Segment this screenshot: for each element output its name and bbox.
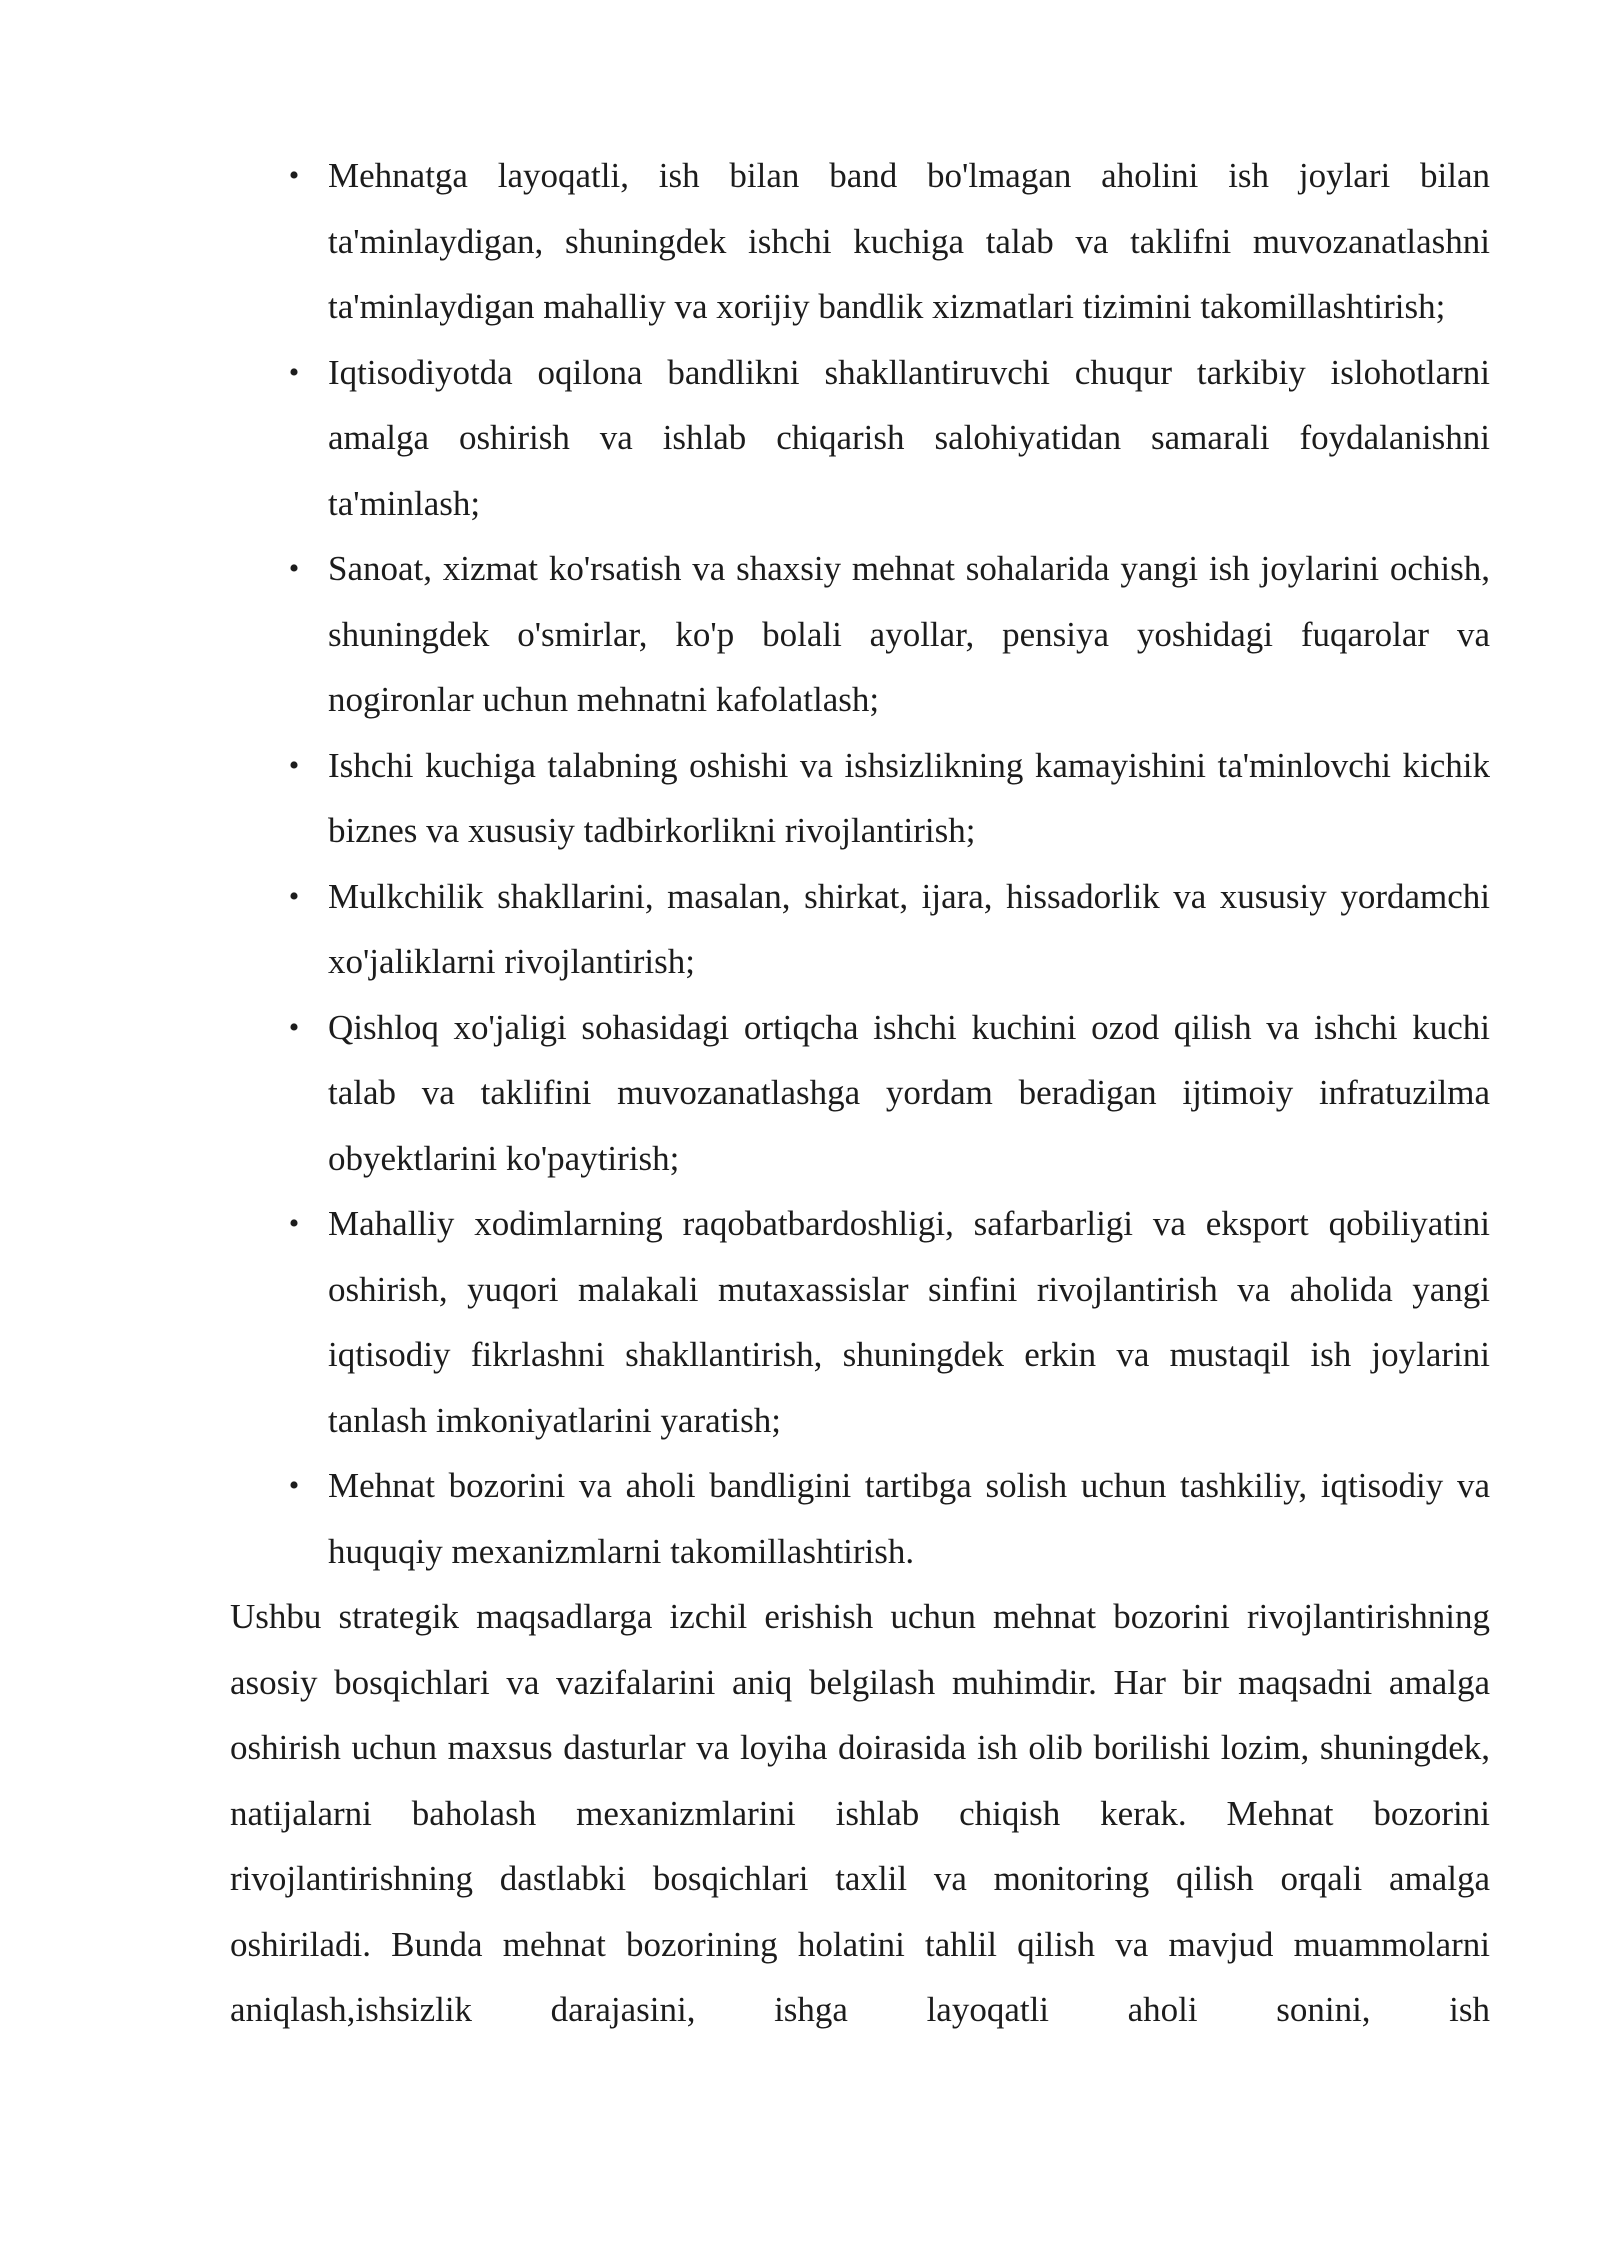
list-item-text: Sanoat, xizmat ko'rsatish va shaxsiy mehnat sohalarida yangi ish joylarini ochish, shuningdek o'smirlar, ko'p bolali ayollar, pensiya yoshidagi fuqarolar va nogironlar uchun mehnatni kafolatlash; — [328, 549, 1490, 719]
bullet-icon: • — [288, 748, 300, 782]
list-item-text: Mehnatga layoqatli, ish bilan band bo'lmagan aholini ish joylari bilan ta'minlaydigan, shuningdek ishchi kuchiga talab va taklifni muvozanatlashni ta'minlaydigan mahalliy va xorijiy bandlik xizmatlari tizimini takomillashtirish; — [328, 156, 1490, 326]
list-item — [288, 536, 1490, 733]
bullet-icon: • — [288, 1469, 300, 1502]
list-item — [288, 340, 1490, 537]
bullet-icon: • — [288, 355, 300, 389]
list-item-text: Mahalliy xodimlarning raqobatbardoshligi, safarbarligi va eksport qobiliyatini oshirish, yuqori malakali mutaxassislar sinfini rivojlantirish va aholida yangi iqtisodiy fikrlashni shakllantirish, shuningdek erkin va mustaqil ish joylarini tanlash imkoniyatlarini yaratish; — [328, 1204, 1490, 1440]
bullet-icon: • — [288, 159, 300, 192]
list-item-text: Ishchi kuchiga talabning oshishi va ishsizlikning kamayishini ta'minlovchi kichik biznes va xususiy tadbirkorlikni rivojlantirish; — [328, 745, 1490, 850]
bullet-icon: • — [288, 552, 300, 585]
list-item-text: Mulkchilik shakllarini, masalan, shirkat, ijara, hissadorlik va xususiy yordamchi xo'jaliklarni rivojlantirish; — [328, 876, 1490, 981]
list-item — [288, 1453, 1490, 1584]
list-item-text: Mehnat bozorini va aholi bandligini tartibga solish uchun tashkiliy, iqtisodiy va huquqiy mexanizmlarni takomillashtirish. — [328, 1466, 1490, 1571]
list-item-text: Qishloq xo'jaligi sohasidagi ortiqcha ishchi kuchini ozod qilish va ishchi kuchi talab va taklifini muvozanatlashga yordam beradigan ijtimoiy infratuzilma obyektlarini ko'paytirish; — [328, 1007, 1490, 1178]
body-paragraph: Ushbu strategik maqsadlarga izchil erishish uchun mehnat bozorini rivojlantirishning asosiy bosqichlari va vazifalarini aniq belgilash muhimdir. Har bir maqsadni amalga oshirish uchun maxsus dasturlar va loyiha doirasida ish olib borilishi lozim, shuningdek, natijalarni baholash mexanizmlarini ishlab chiqish kerak. Mehnat bozorini rivojlantirishning dastlabki bosqichlari taxlil va monitoring qilish orqali amalga oshiriladi. Bunda mehnat bozorining holatini tahlil qilish va mavjud muammolarni aniqlash,ishsizlik darajasini, ishga layoqatli aholi sonini, ish — [230, 1597, 1490, 2029]
bullet-icon: • — [288, 879, 300, 913]
list-item — [288, 1191, 1490, 1453]
bullet-icon: • — [288, 1207, 300, 1240]
list-item — [288, 995, 1490, 1192]
list-item — [288, 143, 1490, 340]
bullet-list — [230, 143, 1490, 1584]
list-item — [288, 733, 1490, 864]
bullet-icon: • — [288, 1010, 300, 1044]
list-item-text: Iqtisodiyotda oqilona bandlikni shakllantiruvchi chuqur tarkibiy islohotlarni amalga oshirish va ishlab chiqarish salohiyatidan samarali foydalanishni ta'minlash; — [328, 352, 1490, 523]
document-body — [230, 143, 1490, 2043]
list-item — [288, 864, 1490, 995]
